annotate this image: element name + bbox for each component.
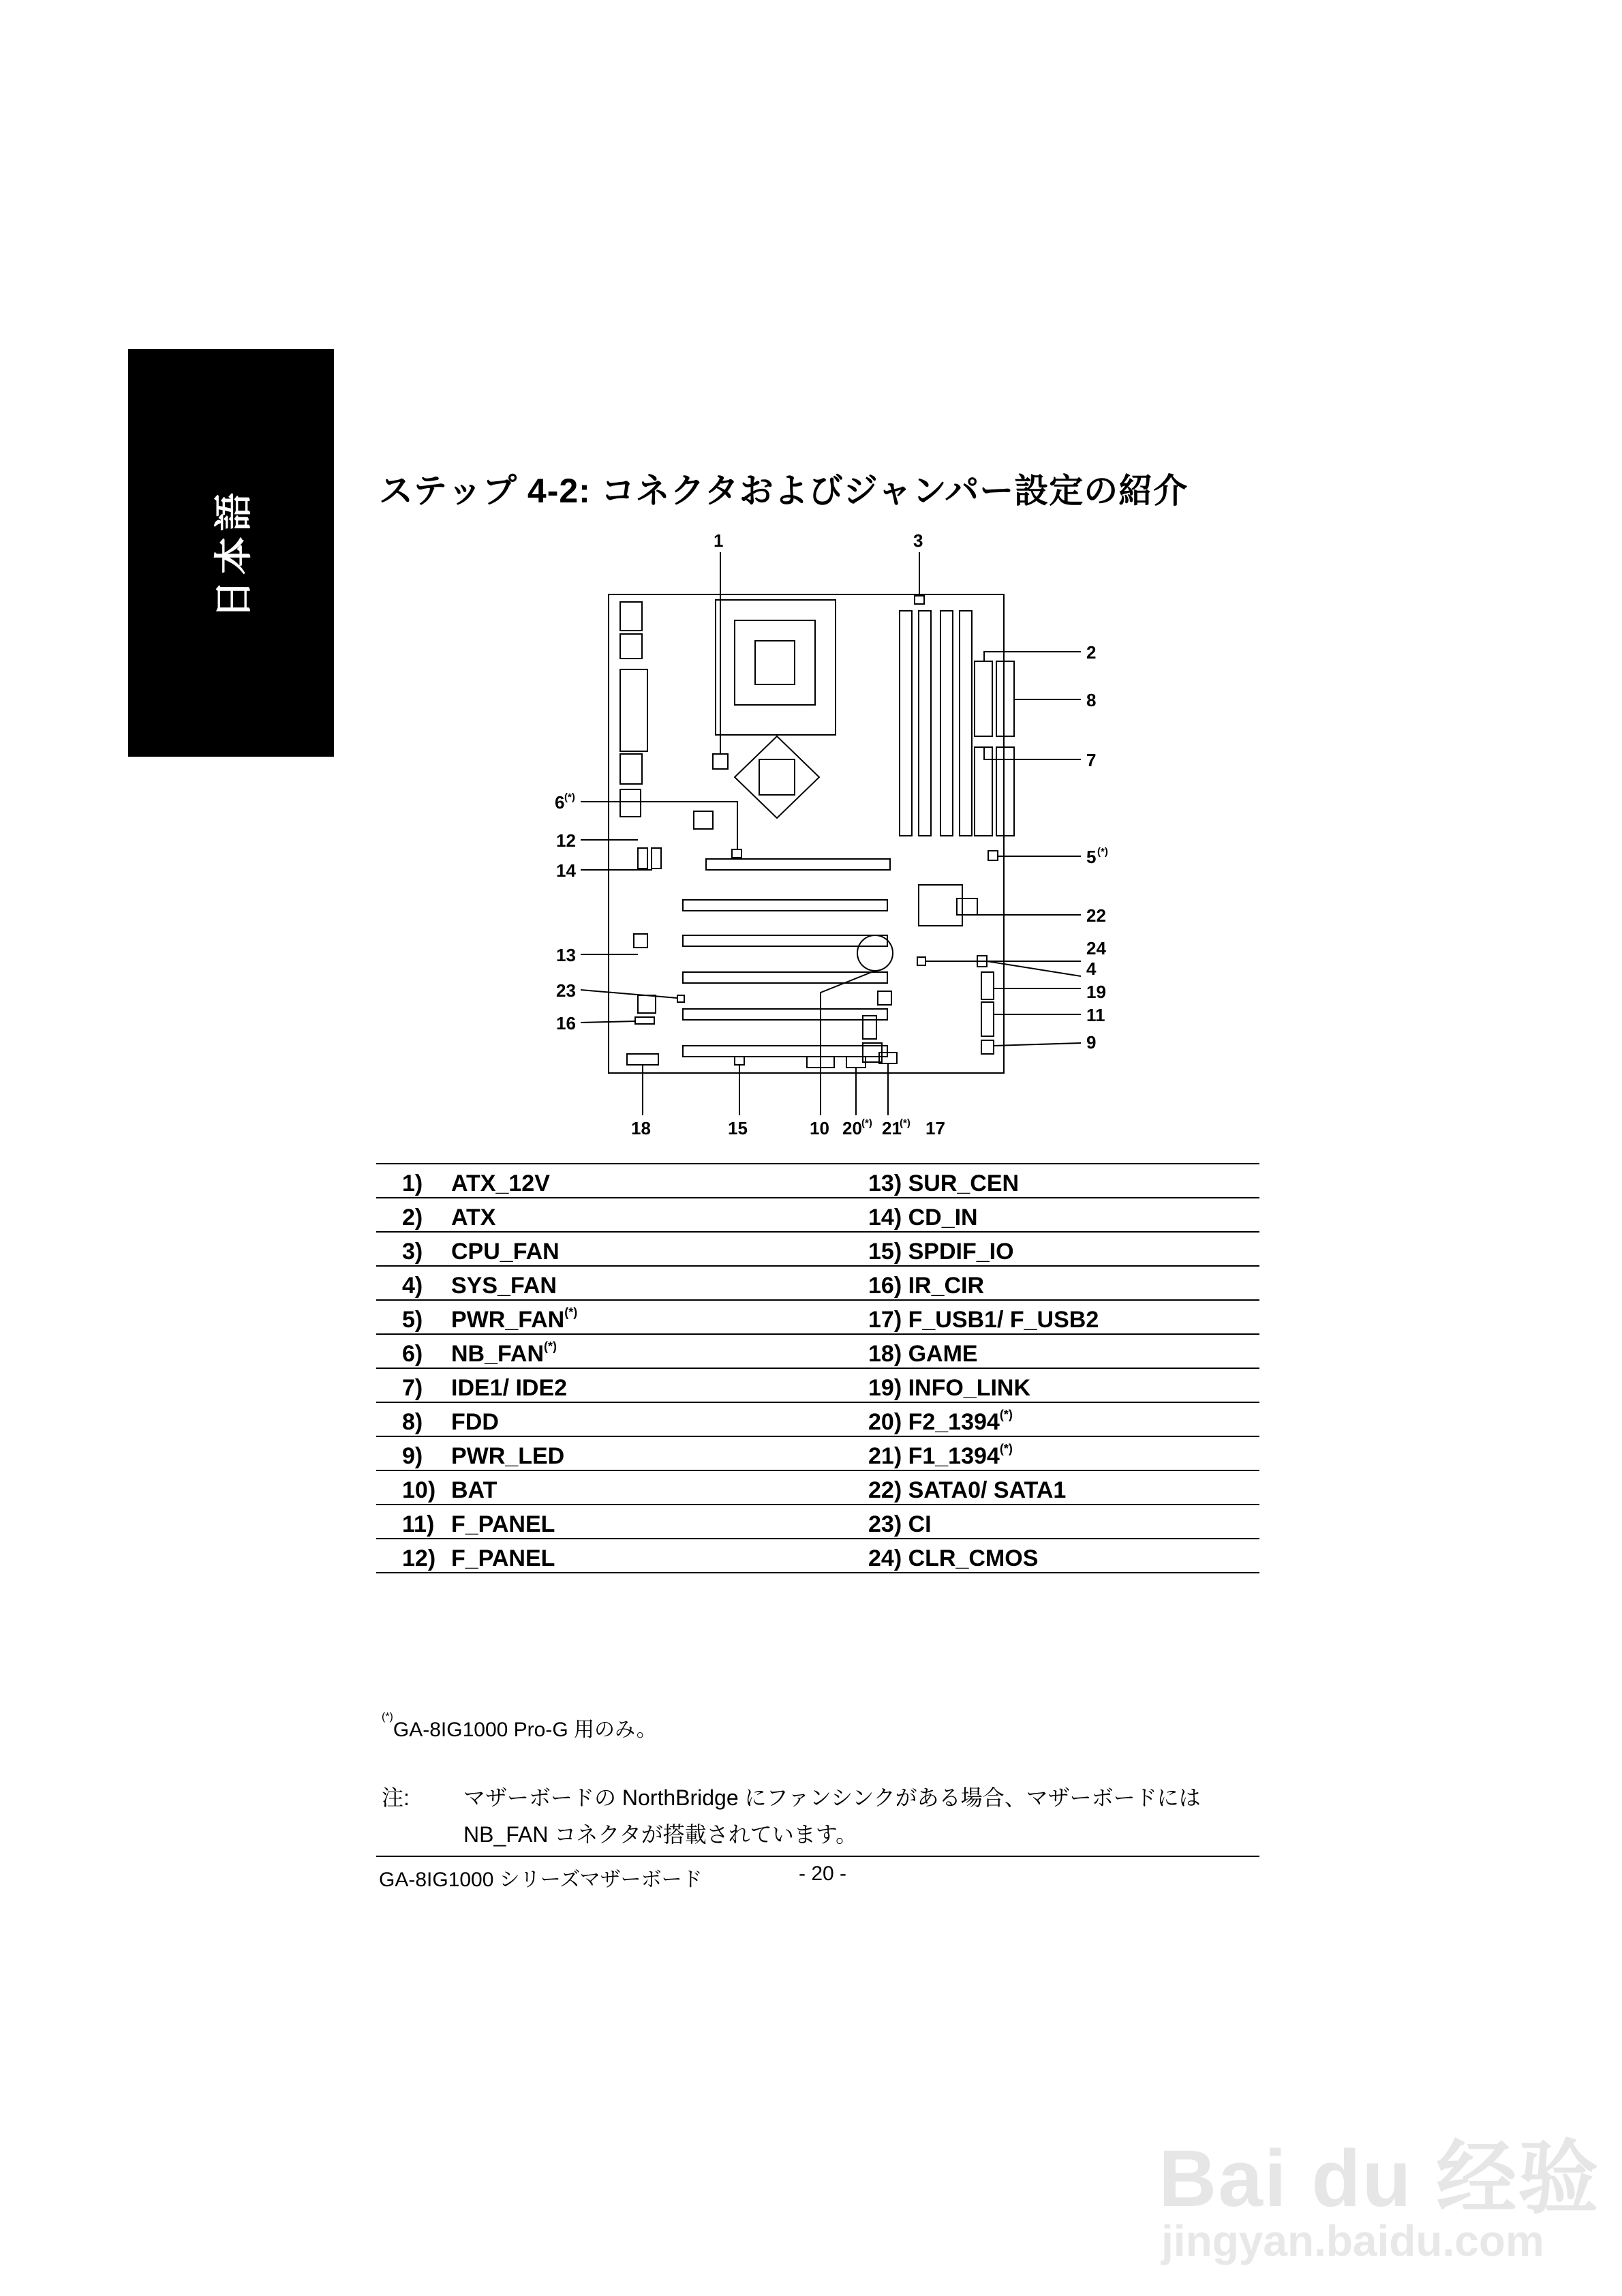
left-cell xyxy=(376,1198,868,1232)
atx12v-connector xyxy=(713,754,728,769)
ir-cir-connector xyxy=(635,1017,654,1024)
left-cell xyxy=(376,1232,868,1266)
left-cell xyxy=(376,1334,868,1368)
rear-io-4 xyxy=(620,754,642,784)
ide1-connector xyxy=(975,747,992,836)
right-cell xyxy=(868,1334,1259,1368)
rear-io-5 xyxy=(620,789,641,817)
clr-cmos-jumper xyxy=(917,957,925,965)
label-20-sup: (*) xyxy=(861,1117,872,1129)
right-cell xyxy=(868,1198,1259,1232)
dimm-slot-2 xyxy=(919,611,931,836)
connector-name: PWR_LED xyxy=(451,1443,565,1469)
label-20: 20 xyxy=(842,1118,862,1138)
game-connector xyxy=(627,1054,658,1065)
footer-model: GA-8IG1000 シリーズマザーボード xyxy=(379,1869,703,1891)
connector-number: 4) xyxy=(402,1273,423,1299)
connector-note-mark: (*) xyxy=(999,1408,1013,1421)
battery xyxy=(857,935,893,971)
left-cell xyxy=(376,1300,868,1334)
connector-number: 20) xyxy=(868,1409,902,1435)
table-row xyxy=(376,1539,1259,1573)
southbridge xyxy=(919,885,962,926)
cpu-fan-connector xyxy=(915,596,924,604)
label-21: 21 xyxy=(882,1118,902,1138)
cd-in-connector xyxy=(652,848,661,868)
rear-io-3 xyxy=(620,669,647,751)
note-line-1: マザーボードの NorthBridge にファンシンクがある場合、マザーボードには xyxy=(463,1785,1201,1810)
connector-name: SYS_FAN xyxy=(451,1273,557,1299)
connector-number: 21) xyxy=(868,1443,902,1469)
connector-name: GAME xyxy=(908,1341,978,1367)
connector-number: 15) xyxy=(868,1239,902,1265)
right-cell xyxy=(868,1266,1259,1300)
connector-name: CD_IN xyxy=(908,1205,978,1230)
label-15: 15 xyxy=(728,1118,748,1138)
label-1: 1 xyxy=(714,530,724,551)
label-21-sup: (*) xyxy=(900,1117,911,1129)
footnote-mark: (*) xyxy=(382,1711,393,1723)
connector-number: 22) xyxy=(868,1477,902,1503)
dimm-slot-1 xyxy=(900,611,912,836)
connector-number: 17) xyxy=(868,1307,902,1333)
left-cell xyxy=(376,1539,868,1573)
right-cell xyxy=(868,1368,1259,1402)
footer-divider xyxy=(376,1856,1259,1857)
connector-name: F_PANEL xyxy=(451,1545,555,1571)
info-link-connector xyxy=(981,972,994,999)
northbridge-heatsink xyxy=(735,736,819,818)
connector-name: CLR_CMOS xyxy=(908,1545,1039,1571)
motherboard-svg xyxy=(518,525,1118,1166)
table-row xyxy=(376,1402,1259,1436)
note xyxy=(382,1779,1201,1853)
connector-number: 6) xyxy=(402,1341,423,1367)
table-row xyxy=(376,1436,1259,1470)
label-22: 22 xyxy=(1086,905,1106,926)
right-cell xyxy=(868,1164,1259,1198)
connector-number: 7) xyxy=(402,1375,423,1401)
rear-io-1 xyxy=(620,602,642,631)
pci-slot-2 xyxy=(683,935,887,946)
label-14: 14 xyxy=(556,860,576,881)
fdd-connector xyxy=(996,661,1014,736)
connector-name: F_PANEL xyxy=(451,1511,555,1537)
table-row xyxy=(376,1334,1259,1368)
connector-number: 12) xyxy=(402,1545,436,1571)
connector-name: CPU_FAN xyxy=(451,1239,560,1265)
connector-name: ATX xyxy=(451,1205,496,1230)
label-7: 7 xyxy=(1086,750,1097,770)
left-cell xyxy=(376,1368,868,1402)
watermark xyxy=(1159,2072,1600,2277)
connector-name: SUR_CEN xyxy=(908,1170,1020,1196)
connector-name: NB_FAN xyxy=(451,1341,545,1367)
spdif-connector xyxy=(735,1057,744,1065)
left-cell xyxy=(376,1402,868,1436)
footnote xyxy=(382,1712,657,1742)
label-4: 4 xyxy=(1086,958,1097,979)
label-6: 6 xyxy=(555,792,565,813)
connector-name: F_USB1/ F_USB2 xyxy=(908,1307,1099,1333)
footnote-text: GA-8IG1000 Pro-G 用のみ。 xyxy=(393,1719,657,1741)
connector-number: 9) xyxy=(402,1443,423,1469)
connector-number: 3) xyxy=(402,1239,423,1265)
connector-number: 10) xyxy=(402,1477,436,1503)
ide2-connector xyxy=(996,747,1014,836)
label-5: 5 xyxy=(1086,847,1097,867)
dimm-slot-3 xyxy=(940,611,953,836)
right-cell xyxy=(868,1232,1259,1266)
label-10: 10 xyxy=(810,1118,829,1138)
label-5-sup: (*) xyxy=(1097,846,1108,858)
connector-name: F1_1394 xyxy=(908,1443,1000,1469)
sur-cen-connector xyxy=(638,848,647,868)
left-cell xyxy=(376,1164,868,1198)
connector-note-mark: (*) xyxy=(564,1305,578,1319)
sata-connectors xyxy=(957,898,977,915)
label-18: 18 xyxy=(631,1118,651,1138)
label-19: 19 xyxy=(1086,982,1106,1002)
side-tab-label: 日本語 xyxy=(212,487,255,618)
agp-slot xyxy=(706,859,890,870)
pci-slot-4 xyxy=(683,1009,887,1020)
pci-slot-5 xyxy=(683,1046,887,1057)
language-side-tab xyxy=(128,349,334,757)
connector-number: 5) xyxy=(402,1307,423,1333)
left-cell xyxy=(376,1436,868,1470)
f-panel-connector xyxy=(981,1002,994,1036)
leader-lines xyxy=(581,552,1081,1115)
connector-note-mark: (*) xyxy=(544,1340,557,1353)
connector-name: INFO_LINK xyxy=(908,1375,1031,1401)
right-cell xyxy=(868,1505,1259,1539)
table-row xyxy=(376,1232,1259,1266)
right-cell xyxy=(868,1300,1259,1334)
label-24: 24 xyxy=(1086,938,1106,958)
atx-power-connector xyxy=(975,661,992,736)
connector-number: 13) xyxy=(868,1170,902,1196)
page-number: - 20 - xyxy=(799,1862,847,1885)
table-row xyxy=(376,1505,1259,1539)
ci-jumper xyxy=(677,995,684,1002)
connector-name: IR_CIR xyxy=(908,1273,985,1299)
connector-number: 18) xyxy=(868,1341,902,1367)
left-cell xyxy=(376,1266,868,1300)
label-8: 8 xyxy=(1086,690,1097,710)
note-label: 注: xyxy=(382,1785,410,1810)
dimm-slot-4 xyxy=(960,611,972,836)
table-row xyxy=(376,1300,1259,1334)
table-row xyxy=(376,1368,1259,1402)
label-9: 9 xyxy=(1086,1032,1097,1053)
rear-io-2 xyxy=(620,634,642,659)
pwr-led-connector xyxy=(981,1040,994,1054)
watermark-url: jingyan.baidu.com xyxy=(1161,2216,1544,2265)
board-outline xyxy=(609,594,1004,1073)
connector-name: IDE1/ IDE2 xyxy=(451,1375,568,1401)
connector-number: 11) xyxy=(402,1511,435,1537)
table-row xyxy=(376,1164,1259,1198)
connector-number: 23) xyxy=(868,1511,902,1537)
pci-slot-1 xyxy=(683,900,887,911)
connector-number: 8) xyxy=(402,1409,423,1435)
label-3: 3 xyxy=(913,530,923,551)
label-17: 17 xyxy=(925,1118,945,1138)
connector-name: CI xyxy=(908,1511,932,1537)
motherboard-diagram xyxy=(518,525,1118,1166)
table-row xyxy=(376,1470,1259,1505)
left-cell xyxy=(376,1470,868,1505)
right-cell xyxy=(868,1470,1259,1505)
left-cell xyxy=(376,1505,868,1539)
connector-number: 1) xyxy=(402,1170,423,1196)
connector-name: ATX_12V xyxy=(451,1170,550,1196)
right-cell xyxy=(868,1539,1259,1573)
right-cell xyxy=(868,1402,1259,1436)
connector-number: 24) xyxy=(868,1545,902,1571)
table-row xyxy=(376,1198,1259,1232)
connector-name: F2_1394 xyxy=(908,1409,1000,1435)
connector-table xyxy=(376,1163,1259,1573)
connector-note-mark: (*) xyxy=(999,1442,1013,1455)
connector-name: BAT xyxy=(451,1477,498,1503)
connector-name: SATA0/ SATA1 xyxy=(908,1477,1067,1503)
connector-number: 2) xyxy=(402,1205,423,1230)
label-11: 11 xyxy=(1086,1005,1105,1025)
connector-number: 16) xyxy=(868,1273,902,1299)
connector-name: FDD xyxy=(451,1409,499,1435)
watermark-brand: Bai du 经验 xyxy=(1159,2134,1600,2224)
nb-fan-connector xyxy=(732,849,741,858)
table-row xyxy=(376,1266,1259,1300)
right-cell xyxy=(868,1436,1259,1470)
label-16: 16 xyxy=(556,1013,576,1033)
page-title: ステップ 4-2: コネクタおよびジャンパー設定の紹介 xyxy=(379,472,1189,510)
label-13: 13 xyxy=(556,945,576,965)
note-line-2: NB_FAN コネクタが搭載されています。 xyxy=(463,1822,858,1847)
label-23: 23 xyxy=(556,980,576,1001)
connector-name: PWR_FAN xyxy=(451,1307,565,1333)
connector-number: 19) xyxy=(868,1375,902,1401)
connector-number: 14) xyxy=(868,1205,902,1230)
label-6-sup: (*) xyxy=(564,791,575,803)
label-2: 2 xyxy=(1086,642,1097,663)
label-12: 12 xyxy=(556,830,576,851)
connector-name: SPDIF_IO xyxy=(908,1239,1014,1265)
pwr-fan-connector xyxy=(988,851,998,860)
